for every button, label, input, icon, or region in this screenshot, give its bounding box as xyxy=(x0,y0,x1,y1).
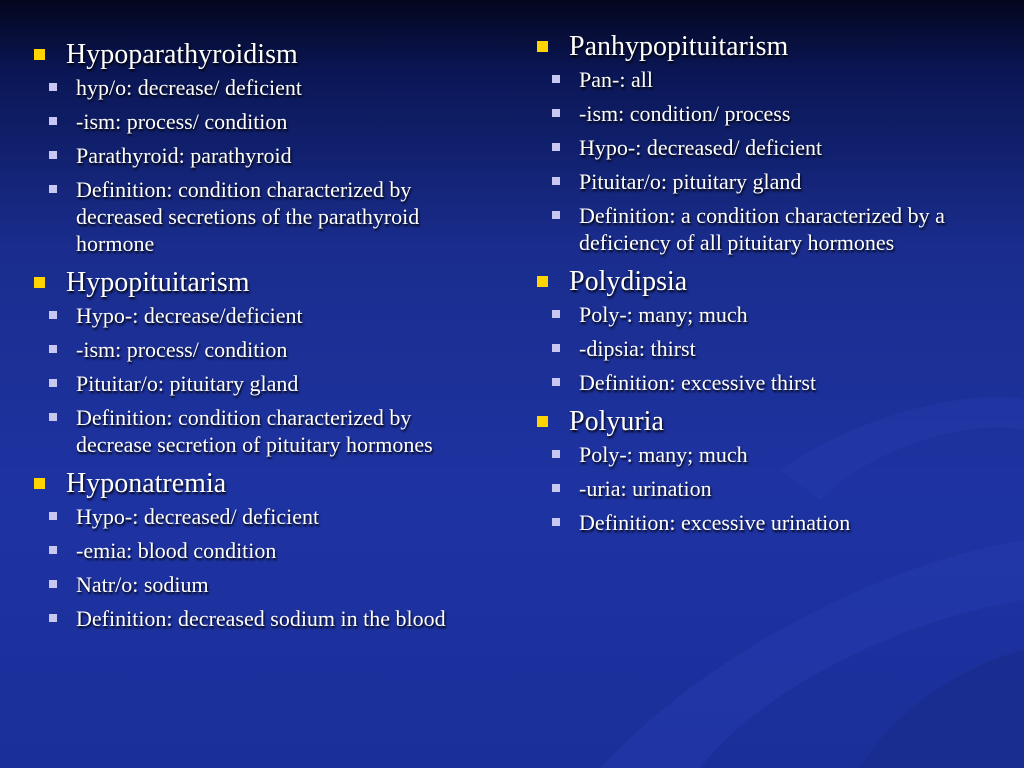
list-item-text: Natr/o: sodium xyxy=(76,572,209,597)
list-item-text: -ism: process/ condition xyxy=(76,109,288,134)
small-square-bullet-icon xyxy=(49,83,57,91)
topic-title xyxy=(66,465,482,503)
square-bullet-icon xyxy=(537,416,548,427)
list-item xyxy=(66,370,482,397)
small-square-bullet-icon xyxy=(49,379,57,387)
topic-hyponatremia xyxy=(32,465,482,632)
list-item xyxy=(66,571,482,598)
list-item xyxy=(569,509,955,536)
topic-title-text: Hypoparathyroidism xyxy=(66,39,298,70)
small-square-bullet-icon xyxy=(49,413,57,421)
list-item xyxy=(66,404,482,458)
topic-title-text: Hyponatremia xyxy=(66,468,227,499)
small-square-bullet-icon xyxy=(49,580,57,588)
topic-polyuria xyxy=(535,403,955,536)
list-item xyxy=(66,503,482,530)
list-item xyxy=(569,301,955,328)
list-item-text: Poly-: many; much xyxy=(579,442,748,467)
list-item xyxy=(66,176,482,257)
small-square-bullet-icon xyxy=(552,450,560,458)
topic-title xyxy=(569,263,955,301)
list-item xyxy=(66,74,482,101)
sub-list xyxy=(66,302,482,458)
list-item xyxy=(569,369,955,396)
topic-title-text: Hypopituitarism xyxy=(66,267,250,298)
small-square-bullet-icon xyxy=(49,185,57,193)
topic-panhypopituitarism xyxy=(535,28,955,256)
list-item xyxy=(66,537,482,564)
list-item xyxy=(569,134,955,161)
small-square-bullet-icon xyxy=(552,75,560,83)
list-item-text: Definition: condition characterized by decreased secretions of the parathyroid hormone xyxy=(76,177,420,256)
topic-title-text: Polydipsia xyxy=(569,266,688,297)
topic-hypopituitarism xyxy=(32,264,482,458)
small-square-bullet-icon xyxy=(552,378,560,386)
small-square-bullet-icon xyxy=(49,311,57,319)
list-item xyxy=(569,202,955,256)
small-square-bullet-icon xyxy=(552,109,560,117)
list-item-text: -uria: urination xyxy=(579,476,712,501)
sub-list xyxy=(569,301,955,396)
list-item xyxy=(569,441,955,468)
small-square-bullet-icon xyxy=(552,211,560,219)
square-bullet-icon xyxy=(34,478,45,489)
small-square-bullet-icon xyxy=(49,546,57,554)
square-bullet-icon xyxy=(34,277,45,288)
list-item-text: -emia: blood condition xyxy=(76,538,277,563)
sub-list xyxy=(569,441,955,536)
list-item xyxy=(569,335,955,362)
small-square-bullet-icon xyxy=(552,344,560,352)
small-square-bullet-icon xyxy=(552,143,560,151)
list-item-text: Pan-: all xyxy=(579,67,653,92)
left-column xyxy=(32,36,482,639)
right-column xyxy=(535,28,955,543)
sub-list xyxy=(569,66,955,256)
list-item xyxy=(66,336,482,363)
topic-title xyxy=(569,403,955,441)
small-square-bullet-icon xyxy=(552,484,560,492)
list-item xyxy=(569,475,955,502)
list-item xyxy=(66,605,482,632)
topic-title-text: Panhypopituitarism xyxy=(569,31,789,62)
list-item-text: Pituitar/o: pituitary gland xyxy=(579,169,802,194)
list-item xyxy=(66,108,482,135)
small-square-bullet-icon xyxy=(552,518,560,526)
small-square-bullet-icon xyxy=(49,117,57,125)
list-item xyxy=(66,142,482,169)
list-item-text: Pituitar/o: pituitary gland xyxy=(76,371,299,396)
list-item-text: -dipsia: thirst xyxy=(579,336,696,361)
list-item-text: -ism: condition/ process xyxy=(579,101,791,126)
small-square-bullet-icon xyxy=(49,151,57,159)
list-item-text: Parathyroid: parathyroid xyxy=(76,143,292,168)
topic-title xyxy=(66,264,482,302)
list-item-text: Definition: excessive urination xyxy=(579,510,851,535)
topic-hypoparathyroidism xyxy=(32,36,482,257)
topic-title xyxy=(66,36,482,74)
sub-list xyxy=(66,74,482,257)
topic-title-text: Polyuria xyxy=(569,406,664,437)
list-item-text: Definition: decreased sodium in the blood xyxy=(76,606,446,631)
sub-list xyxy=(66,503,482,632)
list-item xyxy=(569,66,955,93)
square-bullet-icon xyxy=(34,49,45,60)
list-item xyxy=(569,100,955,127)
small-square-bullet-icon xyxy=(552,177,560,185)
small-square-bullet-icon xyxy=(552,310,560,318)
list-item-text: hyp/o: decrease/ deficient xyxy=(76,75,303,100)
list-item-text: -ism: process/ condition xyxy=(76,337,288,362)
topic-title xyxy=(569,28,955,66)
list-item-text: Definition: condition characterized by decrease secretion of pituitary hormones xyxy=(76,405,433,457)
small-square-bullet-icon xyxy=(49,345,57,353)
list-item-text: Hypo-: decrease/deficient xyxy=(76,303,303,328)
list-item-text: Hypo-: decreased/ deficient xyxy=(76,504,320,529)
square-bullet-icon xyxy=(537,41,548,52)
small-square-bullet-icon xyxy=(49,512,57,520)
list-item-text: Definition: a condition characterized by a deficiency of all pituitary hormones xyxy=(579,203,945,255)
list-item-text: Hypo-: decreased/ deficient xyxy=(579,135,823,160)
list-item xyxy=(569,168,955,195)
list-item xyxy=(66,302,482,329)
square-bullet-icon xyxy=(537,276,548,287)
small-square-bullet-icon xyxy=(49,614,57,622)
list-item-text: Poly-: many; much xyxy=(579,302,748,327)
list-item-text: Definition: excessive thirst xyxy=(579,370,817,395)
topic-polydipsia xyxy=(535,263,955,396)
